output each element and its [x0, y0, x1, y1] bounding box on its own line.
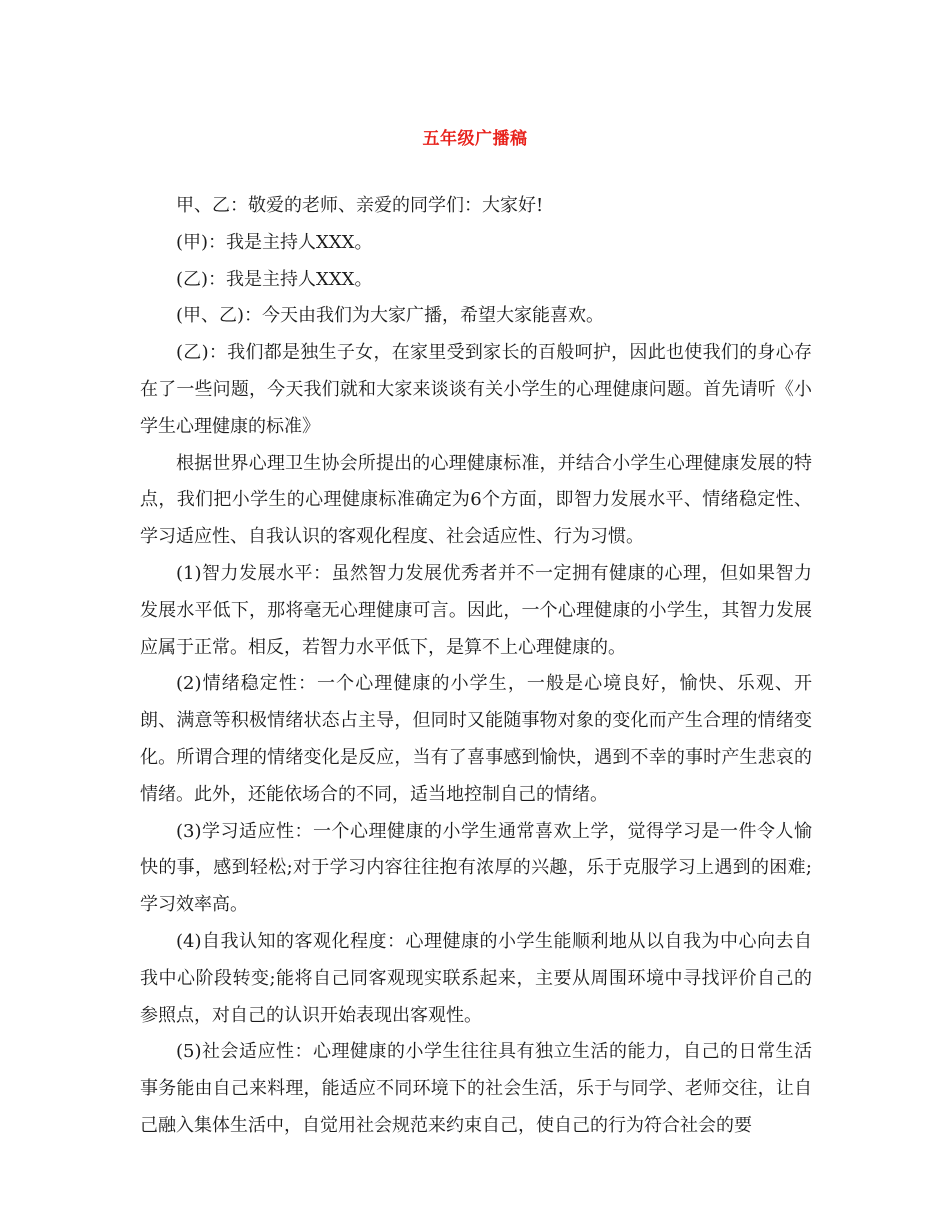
paragraph-opening: (甲、乙)：今天由我们为大家广播，希望大家能喜欢。 — [176, 305, 605, 327]
paragraph-standard-5: (5)社会适应性：心理健康的小学生往往具有独立生活的能力，自己的日常生活事务能由自己来料理，能适应不同环境下的社会生活，乐于与同学、老师交往，让自己融入集体生活中，自觉用社会规范来约束自己，使自己的行为符合社会的要 — [140, 1041, 812, 1136]
paragraph-introduction: (乙)：我们都是独生子女，在家里受到家长的百般呵护，因此也使我们的身心存在了一些问题，今天我们就和大家来谈谈有关小学生的心理健康问题。首先请听《小学生心理健康的标准》 — [140, 342, 812, 437]
paragraph-greeting: 甲、乙：敬爱的老师、亲爱的同学们：大家好! — [176, 195, 544, 216]
paragraph-standards-overview: 根据世界心理卫生协会所提出的心理健康标准，并结合小学生心理健康发展的特点，我们把小学生的心理健康标准确定为6个方面，即智力发展水平、情绪稳定性、学习适应性、自我认识的客观化程度、社会适应性、行为习惯。 — [140, 452, 812, 548]
paragraph-standard-1: (1)智力发展水平：虽然智力发展优秀者并不一定拥有健康的心理，但如果智力发展水平低下，那将毫无心理健康可言。因此，一个心理健康的小学生，其智力发展应属于正常。相反，若智力水平低下，是算不上心理健康的。 — [140, 562, 812, 658]
paragraph-host-yi: (乙)：我是主持人XXX。 — [176, 268, 373, 290]
paragraph-host-jia: (甲)：我是主持人XXX。 — [176, 231, 373, 253]
paragraph-standard-3: (3)学习适应性：一个心理健康的小学生通常喜欢上学，觉得学习是一件令人愉快的事，感到轻松;对于学习内容往往抱有浓厚的兴趣，乐于克服学习上遇到的困难;学习效率高。 — [140, 820, 812, 916]
paragraph-standard-2: (2)情绪稳定性：一个心理健康的小学生，一般是心境良好，愉快、乐观、开朗、满意等积极情绪状态占主导，但同时又能随事物对象的变化而产生合理的情绪变化。所谓合理的情绪变化是反应，当有了喜事感到愉快，遇到不幸的事时产生悲哀的情绪。此外，还能依场合的不同，适当地控制自己的情绪。 — [140, 673, 812, 805]
document-title: 五年级广播稿 — [422, 129, 528, 149]
paragraph-standard-4: (4)自我认知的客观化程度：心理健康的小学生能顺利地从以自我为中心向去自我中心阶段转变;能将自己同客观现实联系起来，主要从周围环境中寻找评价自己的参照点，对自己的认识开始表现出客观性。 — [140, 930, 812, 1026]
document-body — [140, 188, 812, 1145]
